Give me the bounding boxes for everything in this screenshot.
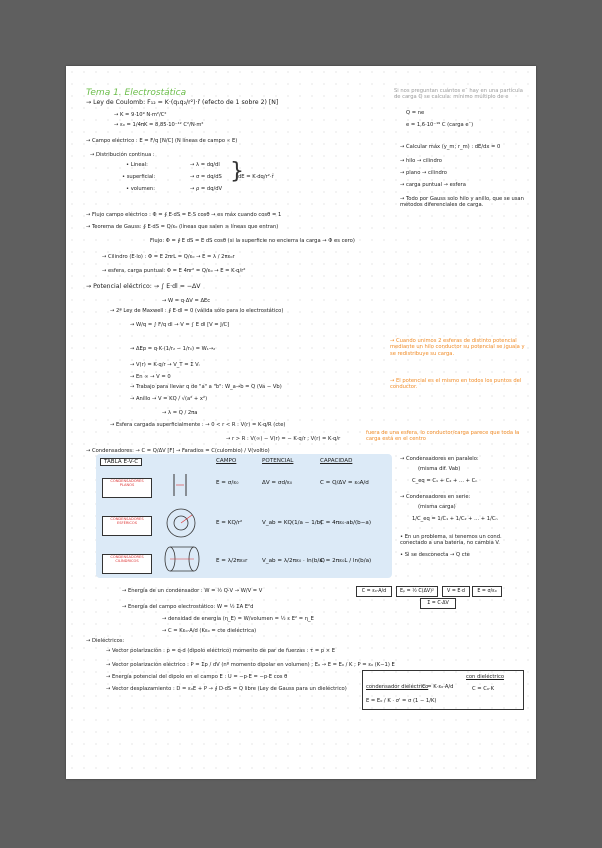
cylindrical-capacitor-drawing: [162, 544, 202, 574]
note-line-5: • Lineal:: [126, 162, 148, 168]
note-line-13: → Teorema de Gauss: ∮ E·dS = Q/ε₀ (líneas que salen ≥ líneas que entran): [86, 224, 279, 230]
note-line-8: → λ = dq/dl: [190, 162, 220, 168]
note-line-34: → Dieléctricos:: [86, 638, 125, 644]
col-capacidad: CAPACIDAD: [320, 458, 353, 464]
note-line-23: → En ∞ → V = 0: [130, 374, 171, 380]
summary-box-charge: Σ = C·ΔV: [420, 598, 456, 609]
page-title: Tema 1. Electrostática: [86, 88, 187, 98]
note-line-10: → ρ = dq/dV: [190, 186, 223, 192]
cell-campo-esfericos: E = KQ/r²: [216, 520, 243, 526]
side-note-8: → Cuando unimos 2 esferas de distinto potencial mediante un hilo conductor su potencial se iguala y se redistribuye su carga.: [390, 338, 525, 357]
side-note-7: → Todo por Gauss solo hilo y anillo, que se usan métodos diferenciales de carga.: [400, 196, 524, 209]
note-line-4: → Distribución continua :: [90, 152, 155, 158]
side-note-6: → carga puntual → esfera: [400, 182, 466, 188]
note-line-28: → r > R : V(∞) − V(r) = − K·q/r ; V(r) = K·q/r: [226, 436, 341, 442]
note-line-35: → Vector polarización : p = q·d (dipolo eléctrico) momento de par de fuerzas : τ = p × E: [106, 648, 336, 654]
side-note-10: fuera de una esfera, lo conductor/carga parece que toda la carga está en el centro: [366, 430, 520, 443]
capacitor-note-2: C_eq = C₁ + C₂ + ... + Cₙ: [412, 478, 478, 484]
capacitor-note-1: (misma dif. Vab): [418, 466, 461, 472]
side-note-9: → El potencial es el mismo en todos los puntos del conductor.: [390, 378, 522, 391]
note-line-29: → Condensadores: → C = Q/ΔV [F] → Faradios = C(culombio) / V(voltio): [86, 448, 270, 454]
with-dielectric-label: con dieléctrico: [466, 674, 505, 680]
note-line-17: → Potencial eléctrico: → ∫ E·dl = −ΔV: [86, 283, 201, 290]
cell-capacidad-planos: C = Q/ΔV = ε₀A/d: [320, 480, 369, 486]
capacitor-note-6: • En un problema, si tenemos un cond. conectado a una batería, no cambia V.: [400, 534, 502, 547]
note-line-1: → K = 9·10⁹ N·m²/C²: [114, 112, 167, 118]
note-line-22: → V(r) = K·q/r → V_T = Σ Vᵢ: [130, 362, 200, 368]
row-label-planos: CONDENSADORES PLANOS: [102, 478, 152, 498]
capacitor-note-4: (misma carga): [418, 504, 456, 510]
cell-capacidad-esfericos: C = 4πε₀·ab/(b−a): [320, 520, 372, 526]
capacitor-note-0: → Condensadores en paralelo:: [400, 456, 479, 462]
summary-box-energy: Eₚ = ½ C(ΔV)²: [396, 586, 438, 597]
side-note-2: e = 1,6·10⁻¹⁹ C (carga eˉ): [406, 122, 474, 128]
note-line-21: → ΔEp = q·K·(1/r₂ − 1/r₁) = W₁→₂: [130, 346, 216, 352]
footnote: E = E₀ / K · σ' = σ (1 − 1/K): [366, 698, 437, 704]
spherical-capacitor-drawing: [164, 506, 198, 540]
note-line-25: → Anillo → V = KQ / √(a² + x²): [130, 396, 208, 402]
note-line-37: → Energía potencial del dipolo en el campo E : U = −p·E = −p·E cos θ: [106, 674, 288, 680]
note-line-19: → 2ª Ley de Maxwell : ∮ E·dl = 0 (válida sólo para lo electrostático): [110, 308, 284, 314]
note-line-26: → λ = Q / 2πa: [162, 410, 198, 416]
note-line-3: → Campo eléctrico : E = F/q [N/C] (N líneas de campo ∝ E): [86, 138, 238, 144]
note-line-7: • volumen:: [126, 186, 155, 192]
note-line-31: → Energía del campo electrostático: W = ½ ΣA E²d: [122, 604, 254, 610]
note-line-20: → W/q = ∫ F/q dl → V = ∫ E dl [V = J/C]: [130, 322, 230, 328]
note-line-0: → Ley de Coulomb: F₁₂ = K·(q₁q₂/r²)·ȓ (efecto de 1 sobre 2) [N]: [86, 99, 279, 106]
side-note-4: → hilo → cilindro: [400, 158, 442, 164]
note-line-14: Flujo: Φ = ∮ E dS = E dS cosθ (si la superficie no encierra la carga → Φ es cero): [150, 238, 355, 244]
cell-campo-cilindricos: E = λ/2πε₀r: [216, 558, 248, 564]
dielectric-box: [362, 670, 524, 710]
note-line-33: → C = Kε₀·A/d (Kε₀ = cte dieléctrica): [162, 628, 257, 634]
col-campo: CAMPO: [216, 458, 237, 464]
dielectric-formula-1: C = K·ε₀·A/d: [422, 684, 454, 690]
note-line-12: → Flujo campo eléctrico : Φ = ∮ E·dS = E·S cosθ → es máx cuando cosθ = 1: [86, 212, 282, 218]
dielectric-formula-2: C = C₀·K: [472, 686, 495, 692]
brace: }: [230, 159, 244, 184]
capacitor-note-3: → Condensadores en serie:: [400, 494, 471, 500]
table-label: TABLA E-V-C: [100, 458, 142, 466]
note-line-24: → Trabajo para llevar q de "a" a "b": W_a→b = Q (Va − Vb): [130, 384, 282, 390]
dielectric-capacitor-label: condensador dieléctrico: [366, 684, 429, 690]
side-note-3: → Calcular máx (y_m; r_m) : dE/dx = 0: [400, 144, 501, 150]
summary-box-voltage: V = E·d: [442, 586, 470, 597]
cell-campo-planos: E = σ/ε₀: [216, 480, 239, 486]
summary-box-field: E = σ/ε₀: [472, 586, 502, 597]
note-line-11: dE = K·dq/r²·ȓ: [238, 174, 274, 180]
note-line-16: → esfera, carga puntual: Φ = E 4πr² = Q/ε₀ → E = K·q/r²: [102, 268, 246, 274]
note-line-2: → ε₀ = 1/4πK = 8,85·10⁻¹² C²/N·m²: [114, 122, 204, 128]
note-line-27: → Esfera cargada superficialmente : → 0 < r < R : V(r) = K·q/R (cte): [110, 422, 286, 428]
cell-potencial-esfericos: V_ab = KQ(1/a − 1/b): [262, 520, 323, 526]
side-note-5: → plano → cilindro: [400, 170, 447, 176]
cell-potencial-cilindricos: V_ab = λ/2πε₀ · ln(b/a): [262, 558, 325, 564]
row-label-cilindricos: CONDENSADORES CILÍNDRICOS: [102, 554, 152, 574]
note-line-38: → Vector desplazamiento : D = ε₀E + P → ∮ D·dS = Q libre (Ley de Gauss para un dieléctrico): [106, 686, 347, 692]
note-line-30: → Energía de un condensador : W = ½ Q·V → W/V = V: [122, 588, 263, 594]
plane-capacitor-drawing: [166, 472, 194, 498]
capacitor-note-5: 1/C_eq = 1/C₁ + 1/C₂ + ... + 1/Cₙ: [412, 516, 498, 522]
side-note-0: Si nos preguntan cuántos eˉ hay en una partícula de carga Q se calcula: mínimo múltiplo de e: [394, 88, 523, 101]
summary-box-capacitance: C = ε₀·A/d: [356, 586, 392, 597]
note-line-32: → densidad de energía (η_E) = W/volumen = ½ ε E² = η_E: [162, 616, 314, 622]
cell-capacidad-cilindricos: C = 2πε₀L / ln(b/a): [320, 558, 372, 564]
row-label-esfericos: CONDENSADORES ESFÉRICOS: [102, 516, 152, 536]
notes-page: [66, 66, 536, 779]
note-line-15: → Cilindro (E·lo) : Φ = E 2πrL = Q/ε₀ → E = λ / 2πε₀r: [102, 254, 235, 260]
side-note-1: Q = ne: [406, 110, 425, 116]
capacitor-note-7: • Si se desconecta → Q cte: [400, 552, 470, 558]
note-line-9: → σ = dq/dS: [190, 174, 222, 180]
col-potencial: POTENCIAL: [262, 458, 294, 464]
note-line-18: → W = q·ΔV = ΔEc: [162, 298, 211, 304]
note-line-6: • superficial:: [122, 174, 156, 180]
note-line-36: → Vector polarización eléctrico : P = Σp / dV (nº momento dipolar en volumen) ; E₀ → E = E₀ / K ; P = ε₀ (K−1) E: [106, 662, 395, 668]
cell-potencial-planos: ΔV = σd/ε₀: [262, 480, 293, 486]
